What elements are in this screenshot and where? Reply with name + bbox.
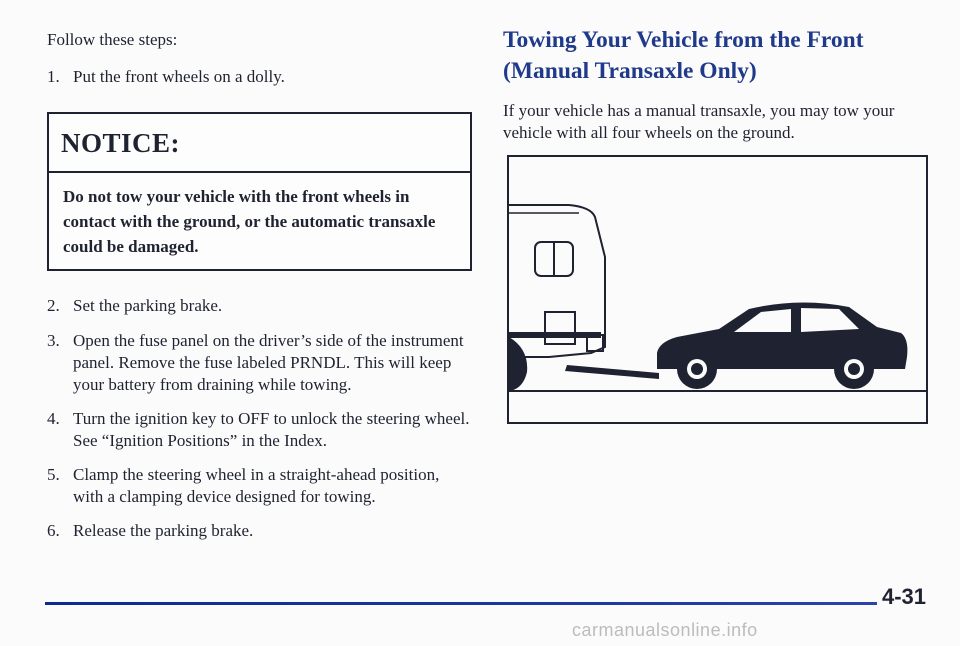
intro-text: Follow these steps: bbox=[47, 30, 178, 49]
step-2 bbox=[47, 295, 472, 317]
step-6 bbox=[47, 520, 472, 542]
section-heading: Towing Your Vehicle from the Front (Manual Transaxle Only) bbox=[503, 27, 864, 84]
notice-body: Do not tow your vehicle with the front wheels in contact with the ground, or the automatic transaxle could be damaged. bbox=[63, 187, 436, 256]
step-1 bbox=[47, 66, 472, 88]
motorhome-rear-panel bbox=[545, 312, 575, 344]
step-number: 3. bbox=[47, 330, 60, 350]
section-paragraph: If your vehicle has a manual transaxle, you may tow your vehicle with all four wheels on the ground. bbox=[503, 101, 895, 143]
step-number: 2. bbox=[47, 296, 60, 316]
step-number: 5. bbox=[47, 464, 60, 484]
step-text: Release the parking brake. bbox=[73, 521, 254, 541]
tow-bar bbox=[565, 365, 659, 379]
left-column bbox=[47, 30, 472, 554]
step-3 bbox=[47, 330, 472, 396]
motorhome-wheel bbox=[509, 337, 527, 391]
watermark-text: carmanualsonline.info bbox=[572, 620, 758, 640]
page-number: 4-31 bbox=[882, 584, 927, 609]
step-text: Clamp the steering wheel in a straight-ahead position, with a clamping device designed for towing. bbox=[73, 464, 440, 507]
step-5 bbox=[47, 464, 472, 508]
step-number: 1. bbox=[47, 67, 60, 87]
notice-title: NOTICE: bbox=[49, 114, 470, 173]
step-text: Turn the ignition key to OFF to unlock the steering wheel. See “Ignition Positions” in the Index. bbox=[73, 408, 470, 450]
towing-illustration bbox=[507, 155, 928, 424]
step-number: 4. bbox=[47, 408, 60, 428]
right-column bbox=[503, 25, 933, 144]
notice-box bbox=[47, 112, 472, 271]
towing-diagram-image bbox=[509, 157, 926, 422]
step-number: 6. bbox=[47, 521, 60, 541]
step-4 bbox=[47, 408, 472, 452]
step-text: Set the parking brake. bbox=[73, 296, 223, 316]
step-text: Put the front wheels on a dolly. bbox=[73, 67, 285, 87]
step-text: Open the fuse panel on the driver’s side of the instrument panel. Remove the fuse labeled PRNDL. This will keep your battery from draining while towing. bbox=[73, 330, 464, 394]
footer-rule bbox=[45, 602, 877, 605]
